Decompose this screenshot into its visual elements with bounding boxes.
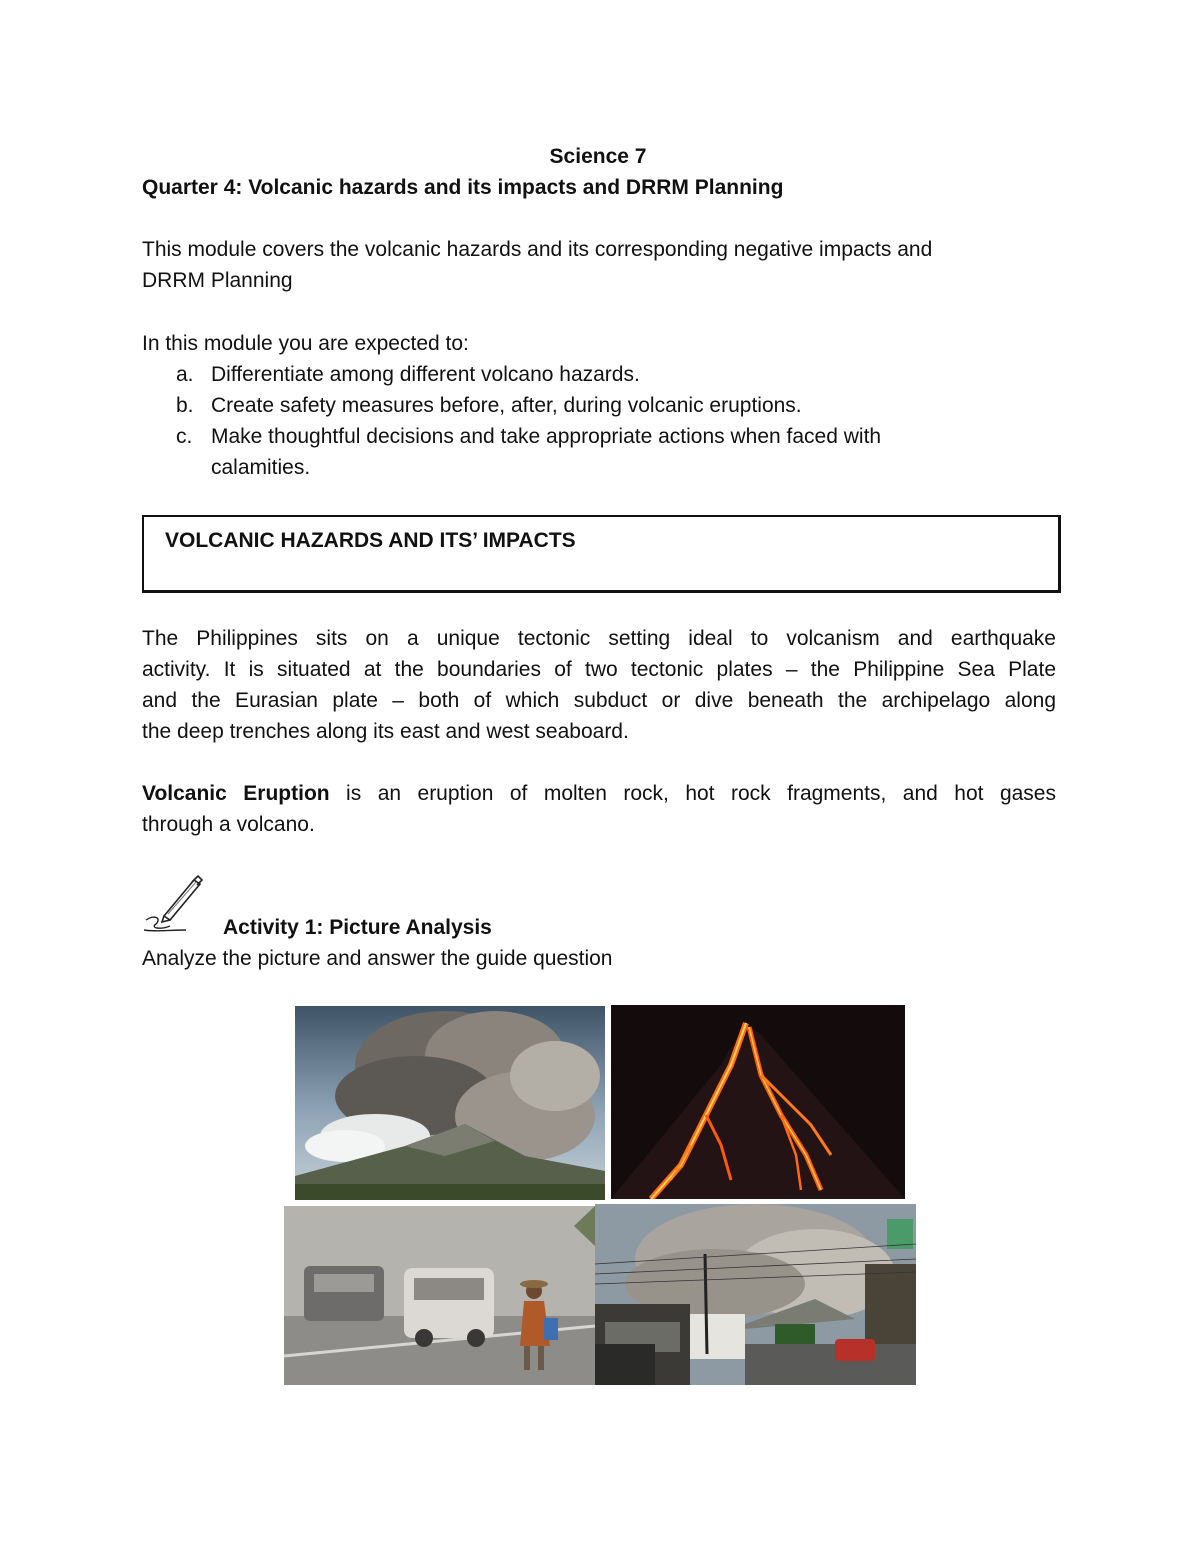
objective-marker-c: c.: [176, 425, 193, 448]
objective-marker-a: a.: [176, 363, 194, 386]
objective-item-b: Create safety measures before, after, during volcanic eruptions.: [211, 394, 802, 417]
pyroclastic-flow-photo: [295, 1006, 605, 1200]
paragraph-line-2: activity. It is situated at the boundaries of two tectonic plates – the Philippine Sea Plate: [142, 658, 1056, 681]
paragraph-line-4: the deep trenches along its east and west seaboard.: [142, 720, 629, 743]
section-heading: VOLCANIC HAZARDS AND ITS’ IMPACTS: [165, 529, 576, 552]
paragraph-line-1: The Philippines sits on a unique tectonic setting ideal to volcanism and earthquake: [142, 627, 1056, 650]
section-heading-box: [142, 515, 1061, 593]
activity-instruction: Analyze the picture and answer the guide question: [142, 947, 613, 970]
paragraph-line-3: and the Eurasian plate – both of which subduct or dive beneath the archipelago along: [142, 689, 1056, 712]
lava-flow-night-photo: [611, 1005, 905, 1199]
objective-item-c-cont: calamities.: [211, 456, 311, 479]
eruption-town-photo: [595, 1204, 916, 1385]
pen-writing-icon: [140, 870, 206, 934]
definition-line-2: through a volcano.: [142, 813, 315, 836]
activity-title: Activity 1: Picture Analysis: [223, 916, 492, 939]
quarter-heading: Quarter 4: Volcanic hazards and its impacts and DRRM Planning: [142, 176, 784, 199]
objective-item-a: Differentiate among different volcano hazards.: [211, 363, 640, 386]
ashfall-street-photo: [284, 1206, 595, 1385]
objective-marker-b: b.: [176, 394, 194, 417]
definition-line-1: [142, 778, 1056, 809]
objective-item-c: Make thoughtful decisions and take appropriate actions when faced with: [211, 425, 882, 448]
definition-term: Volcanic Eruption: [142, 782, 330, 805]
page-title: Science 7: [549, 145, 647, 168]
intro-line-2: DRRM Planning: [142, 269, 293, 292]
intro-line-1: This module covers the volcanic hazards and its corresponding negative impacts and: [142, 238, 933, 261]
definition-text: is an eruption of molten rock, hot rock fragments, and hot gases: [329, 782, 1056, 805]
objectives-lead: In this module you are expected to:: [142, 332, 469, 355]
